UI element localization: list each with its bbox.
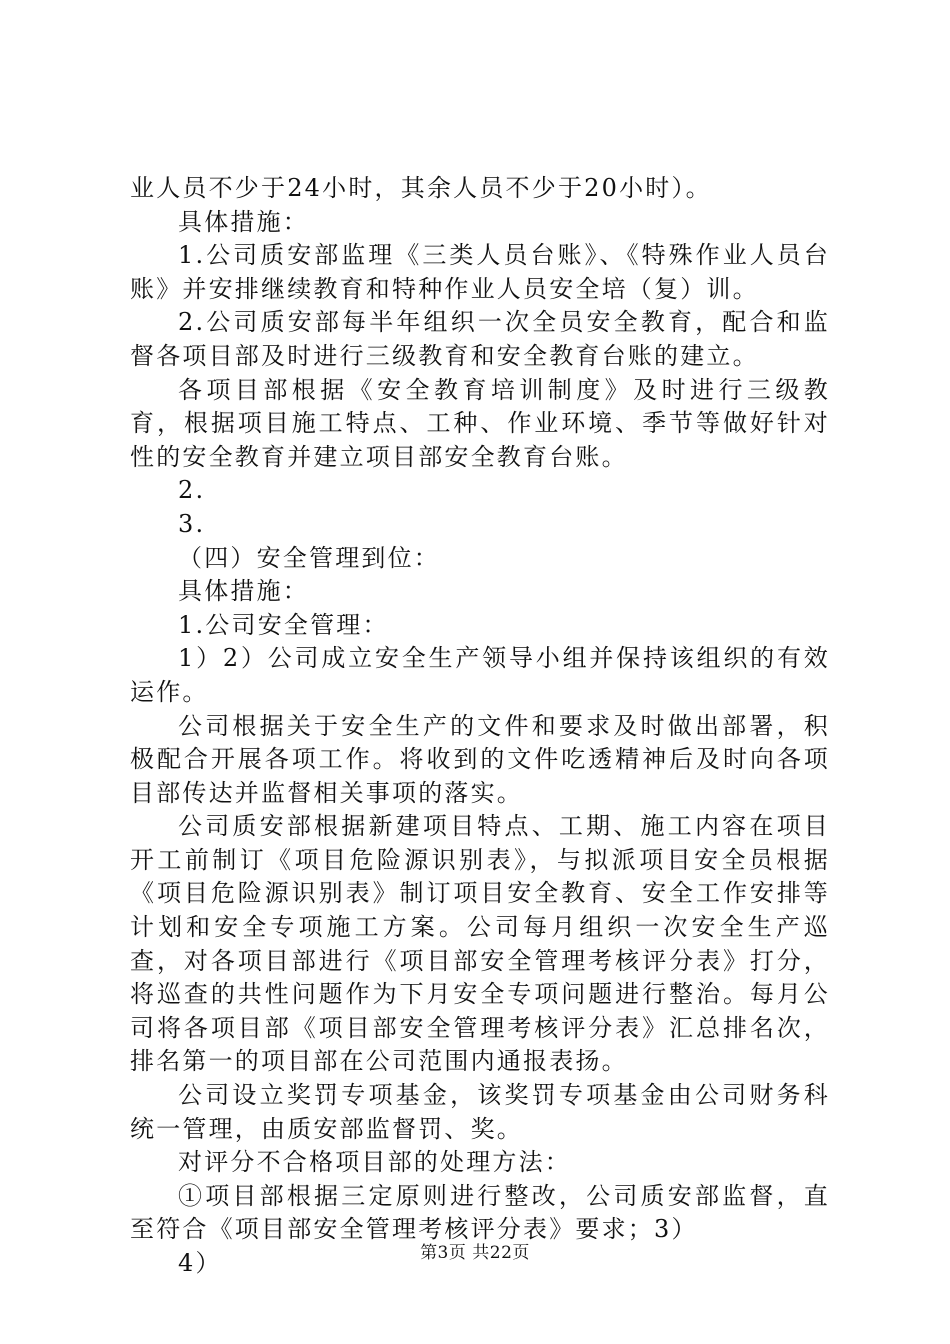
paragraph: 1.公司安全管理：: [178, 610, 389, 639]
paragraph: 3.: [178, 509, 206, 538]
paragraph: 2.: [178, 476, 206, 505]
paragraph: 具体措施：: [178, 577, 309, 606]
paragraph: 具体措施：: [178, 207, 309, 236]
paragraph: 业人员不少于24小时，其余人员不少于20小时）。: [130, 174, 712, 202]
section-heading: （四）安全管理到位：: [178, 543, 440, 572]
paragraph: 公司根据关于安全生产的文件和要求及时做出部署，积极配合开展各项工作。将收到的文件吃透精神后及时向各项目部传达并监督相关事项的落实。: [130, 711, 830, 807]
paragraph: 各项目部根据《安全教育培训制度》及时进行三级教育，根据项目施工特点、工种、作业环境、季节等做好针对性的安全教育并建立项目部安全教育台账。: [130, 375, 830, 471]
paragraph: 公司设立奖罚专项基金，该奖罚专项基金由公司财务科统一管理，由质安部监督罚、奖。: [130, 1081, 830, 1143]
paragraph: 对评分不合格项目部的处理方法：: [178, 1148, 571, 1177]
page-footer: 第3页 共22页: [420, 1243, 530, 1263]
paragraph: 1）2）公司成立安全生产领导小组并保持该组织的有效运作。: [130, 644, 830, 706]
paragraph: 1.公司质安部监理《三类人员台账》、《特殊作业人员台账》并安排继续教育和特种作业人员安全培（复）训。: [130, 241, 830, 303]
paragraph: 公司质安部根据新建项目特点、工期、施工内容在项目开工前制订《项目危险源识别表》，与拟派项目安全员根据《项目危险源识别表》制订项目安全教育、安全工作安排等计划和安全专项施工方案。公司每月组织一次安全生产巡查，对各项目部进行《项目部安全管理考核评分表》打分，将巡查的共性问题作为下月安全专项问题进行整治。每月公司将各项目部《项目部安全管理考核评分表》汇总排名次，排名第一的项目部在公司范围内通报表扬。: [130, 812, 830, 1076]
document-body: [130, 172, 830, 1281]
paragraph: 4）: [178, 1249, 222, 1277]
paragraph: 2.公司质安部每半年组织一次全员安全教育，配合和监督各项目部及时进行三级教育和安全教育台账的建立。: [130, 308, 830, 370]
paragraph: ①项目部根据三定原则进行整改，公司质安部监督，直至符合《项目部安全管理考核评分表》要求；3）: [130, 1181, 830, 1244]
